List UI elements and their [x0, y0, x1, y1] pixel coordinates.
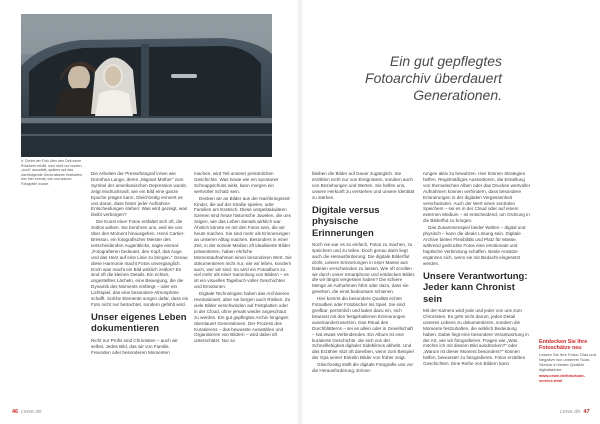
article-column-1: [91, 171, 189, 407]
paragraph: Hier kommt die besondere Qualität echter Fotoalben oder Fotobücher ins Spiel. Sie sind greifbar, persönlich und laden dazu ein, sich bewusst mit den festgehaltenen Erinnerungen auseinanderzusetzen. Das Ritual des Durchblätterns – sei es allein oder in Gesellschaft – hat etwas Verbindendes. Ein Album ist eine kuratierte Geschichte, die sich von der Schnelllebigkeit digitaler Sidebilmos abhebt. Und das Erzähler sitzt oft daneben, wenn zum Beispiel der Opa seiner Enkelin Bilder von früher zeigt.: [312, 296, 414, 361]
photo-caption: Ir. Dorint der Foto über den Deit seine Rückkehr erhält, sind nicht nur bunten, „noch“ auswählt, spätere auf das nachfolgende Generationen festhalten, wer hier einmal, wie und warum Fotografie wurde.: [21, 159, 83, 186]
paragraph: Noch nie war es so einfach, Fotos zu machen, zu speichern und zu teilen. Doch genau darin liegt auch die Herausforderung: Die digitale Bilderflut droht, unsere Erinnerungen in einer Masse aus Dateien verschwinden zu lassen. Wie oft scrollen wir durch unser Smartphone und entdecken Bilder, die wir längst vergessen haben? Die schiere Menge an Aufnahmen führt oder dazu, dass sie gesehen, die einst bedeutsam schienen.: [312, 242, 416, 295]
vintage-wedding-photo: [21, 14, 272, 157]
article-column-2: [194, 171, 292, 407]
footer-left: [12, 409, 42, 415]
section-heading: Unsere Verantwortung: Jeder kann Chronist sein: [423, 270, 528, 305]
paragraph: Die Arbeiten der Pressefotograf innen wie Dorothea Lange, deren „Migrant Mother“ zum Symbol der amerikanischen Depression wurde, zeigt eindrucksvoll, wie ein Bild eine ganze Epoche prägen kann. Gleichzeitig erinnert es uns daran, dass hinter jeder Aufnahme Entscheidungen stehen: Was wird gezeigt, was bleibt verborgen?: [91, 171, 188, 218]
paragraph: bleiben die Bilder auf Dauer zugänglich. Sie erzählen nicht nur von Ereignissen, sondern auch von Beziehungen und Werten. Sie helfen uns, unsere Herkunft zu verstehen und unsere Identität zu stärken.: [312, 171, 415, 200]
scan-service-promo: [539, 339, 599, 383]
paragraph: Digitale Technologien haben das Archivieren revolutioniert, aber sie bergen auch Risiken. Zu viele Bilder verschwinden auf Festplatten oder in der Cloud, ohne jemals wieder angeschaut zu werden. Ein gut gepflegtes Archiv hingegen überdauert Generationen. Der Prozess des Kuratierens – das bewusste Auswählen und Organisieren von Bildern – wird dabei oft unterschätzt. Nur so: [194, 291, 291, 344]
paragraph: Nicht nur Profis sind Chronisten – auch wir selbst. Jedes Bild, das wir von Familie, Freunden oder besonderen Momenten: [91, 337, 178, 355]
paragraph: Die Kunst einer Fotos entfaltet sich oft, die zeitlos wirken. Sie berühren uns, weil sie uns über den Moment hinausgehen. Henri Cartier-Bresson, ein fotografischer Meister des entscheidenden Augenblicks, sagte einmal: „Fotografieren bedeutet, den Kopf, das Auge und das Herz auf eine Linie zu bringen.“ Genau diese Harmonie macht Fotos unvergänglich. Doch was macht ein Bild wirklich zeitlos? Es sind oft die kleinen Details. Ein echtes, ungestelltes Lächeln, eine Bewegung, die die Dynamik des Moments einfängt – oder ein Lichtspiel, das eine besondere Atmosphäre schafft. Solche Elemente sorgen dafür, dass ein Foto nicht nur betrachtet, sondern gefühlt wird.: [91, 219, 189, 307]
section-heading: Digitale versus physische Erinnerungen: [312, 204, 380, 239]
footer-brand-left: cewe.de: [21, 409, 42, 415]
paragraph: Denken wir an Bilder aus der Nachkriegszeit: Kinder, die auf der Straße spielen, oder Familien am Esstisch. Diese unspektakulären Szenen sind heute historische Juwelen, die uns zeigen, wie das Leben damals wirklich war. Ähnlich könnte es mit den Fotos sein, die wir heute machen. Sie sind mehr als Erinnerungen an unseren Alltag machen. Besonders in einer Zeit, in der soziale Medien oft idealisierte Bilder präsentieren, haben ehrliche Momentaufnahmen einen besonderen Wert. Sie dokumentieren nicht nur, wie wir leben, sondern auch, wer wir sind. So wird ein Fotoalbum zu viel mehr als einer Sammlung von Bildern – es ist ein visuelles Tagebuch voller Geschichten und Emotionen.: [194, 195, 292, 290]
paragraph: Mit der Kamera wird jede und jeder von uns zum Chronisten. Es geht nicht darum, jedes Detail unseres Lebens zu dokumentieren, sondern die Momente festzuhalten, die wirklich Bedeutung haben. Dabei liegt eine besondere Verantwortung in der Art, wie wir fotografieren. Fragen wie „Was möchte ich mit diesem Bild ausdrücken?“ oder „Warum ist dieser Moment besonders?“ können helfen, bewusster zu fotografieren. Fotos erzählen Geschichten. Eine Reihe von Bildern kann: [423, 308, 529, 367]
page-number-left: 46: [12, 409, 19, 415]
page-gutter: [297, 0, 303, 424]
promo-link[interactable]: www.cewe.de/foto/scan-service.html: [539, 373, 586, 384]
footer-brand-right: cewe.de: [560, 409, 581, 415]
pull-quote: Ein gut gepflegtes Fotoarchiv überdauert Generationen.: [365, 53, 502, 103]
paragraph: machen, wird Teil unserer persönlichen Geschichte. Was heute wie ein spontaner Schnappschuss wirkt, kann morgen ein wertvoller Schatz sein.: [194, 171, 279, 194]
promo-body: Lassen Sie Ihre Fotos, Dias und Negative von unserem Scan-Service in bester Qualität digitalisieren:: [539, 352, 596, 373]
paragraph: rungen aktiv zu bewahren. Hier können Strategien helfen. Regelmäßiges Aussortieren, die Erstellung von thematischen Alben oder das Drucken wertvoller Aufnahmen können verhindern, dass besondere Erinnerungen in der digitalen Vergessenheit verschwinden. Auch der Wert eines zentralen Speichers – sei es in der Cloud oder auf einem externen Medium – ist entscheidend, um Ordnung in die Bilderflut zu bringen.: [423, 171, 531, 224]
promo-title: Entdecken Sie Ihre Fotoschätze neu: [539, 339, 588, 352]
article-column-3: [312, 171, 416, 407]
footer-right: [560, 409, 590, 415]
section-heading: Unser eigenes Leben dokumentieren: [91, 311, 187, 335]
article-column-4: [423, 171, 531, 407]
page-number-right: 47: [583, 409, 590, 415]
paragraph: Das Zusammenspiel beider Welten – digital und physisch – kann die ideale Lösung sein. Digitale Archive bieten Flexibilität und Platz für Masse, während gedruckte Fotos eine emotionale und haptische Verbindung schaffen. Beide Ansätze ergänzen sich, wenn sie mit Bedacht eingesetzt werden.: [423, 225, 526, 266]
car-photo-illustration: [21, 14, 272, 157]
paragraph: Gleichzeitig stellt die digitale Fotografie uns vor die Herausforderung, Erinne-: [312, 362, 414, 374]
